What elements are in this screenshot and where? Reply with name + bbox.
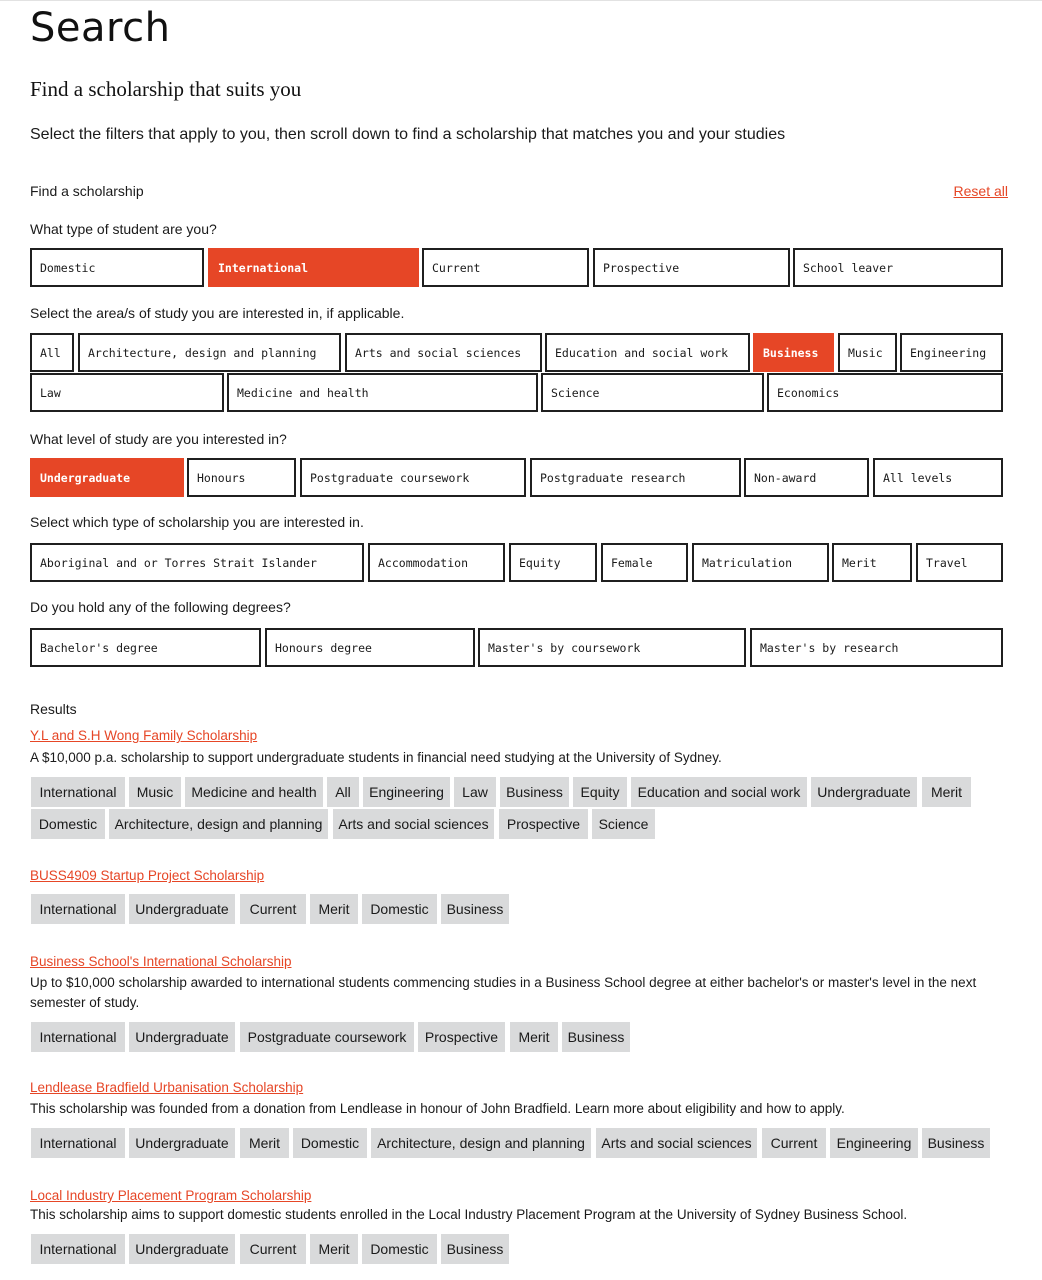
result-description: A $10,000 p.a. scholarship to support undergraduate students in financial need studying at the University of Sydney. (30, 750, 722, 765)
filter-area-music[interactable]: Music (838, 333, 897, 372)
result-tag: Law (454, 777, 496, 807)
filter-type-matriculation[interactable]: Matriculation (692, 543, 829, 582)
result-tag: Architecture, design and planning (109, 809, 328, 839)
result-tag: Domestic (31, 809, 105, 839)
result-tag: Postgraduate coursework (240, 1022, 414, 1052)
reset-all-link[interactable]: Reset all (953, 183, 1008, 199)
study-level-question: What level of study are you interested in? (30, 431, 287, 447)
result-tag: Undergraduate (129, 1128, 235, 1158)
result-tag: Business (562, 1022, 630, 1052)
result-description: This scholarship was founded from a donation from Lendlease in honour of John Bradfield. Learn more about eligibility and how to apply. (30, 1101, 845, 1116)
result-tag: Business (441, 894, 509, 924)
filter-student-prospective[interactable]: Prospective (593, 248, 790, 287)
result-tag: Merit (922, 777, 971, 807)
result-tag: Undergraduate (129, 1022, 235, 1052)
result-tag: Domestic (362, 894, 437, 924)
result-title-link[interactable]: Business School's International Scholarship (30, 954, 292, 969)
filter-area-business[interactable]: Business (753, 333, 834, 372)
result-tag: Music (129, 777, 181, 807)
result-description: semester of study. (30, 995, 140, 1010)
filter-type-merit[interactable]: Merit (832, 543, 912, 582)
filter-area-law[interactable]: Law (30, 373, 224, 412)
filter-area-medicine[interactable]: Medicine and health (227, 373, 538, 412)
filter-degree-masters-research[interactable]: Master's by research (750, 628, 1003, 667)
filter-level-undergraduate[interactable]: Undergraduate (30, 458, 184, 497)
filter-type-equity[interactable]: Equity (509, 543, 597, 582)
filter-degree-masters-coursework[interactable]: Master's by coursework (478, 628, 746, 667)
result-tag: Merit (310, 1234, 358, 1264)
result-title-link[interactable]: Local Industry Placement Program Scholarship (30, 1188, 312, 1203)
results-heading: Results (30, 701, 77, 717)
result-description: Up to $10,000 scholarship awarded to international students commencing studies in a Business School degree at either bachelor's or master's level in the next (30, 975, 977, 990)
result-tag: Science (592, 809, 655, 839)
filter-area-economics[interactable]: Economics (767, 373, 1003, 412)
result-tag: International (31, 777, 125, 807)
student-type-question: What type of student are you? (30, 221, 217, 237)
filter-area-architecture[interactable]: Architecture, design and planning (78, 333, 341, 372)
filter-student-school-leaver[interactable]: School leaver (793, 248, 1003, 287)
result-tag: Arts and social sciences (596, 1128, 757, 1158)
result-tag: International (31, 1022, 125, 1052)
result-tag: Merit (510, 1022, 558, 1052)
result-tag: Undergraduate (129, 894, 235, 924)
scholarship-type-question: Select which type of scholarship you are interested in. (30, 514, 364, 530)
filter-area-engineering[interactable]: Engineering (900, 333, 1003, 372)
filter-degree-honours[interactable]: Honours degree (265, 628, 475, 667)
result-tag: Undergraduate (129, 1234, 235, 1264)
result-tag: International (31, 894, 125, 924)
page-title: Search (30, 5, 171, 51)
filter-level-non-award[interactable]: Non-award (744, 458, 869, 497)
result-tag: Prospective (418, 1022, 505, 1052)
result-tag: All (327, 777, 359, 807)
page-subtitle: Find a scholarship that suits you (30, 77, 302, 101)
result-tag: Merit (240, 1128, 289, 1158)
filter-area-science[interactable]: Science (541, 373, 764, 412)
result-tag: International (31, 1234, 125, 1264)
filter-type-aboriginal[interactable]: Aboriginal and or Torres Strait Islander (30, 543, 364, 582)
filter-area-education[interactable]: Education and social work (545, 333, 750, 372)
result-tag: Architecture, design and planning (371, 1128, 591, 1158)
filter-student-international[interactable]: International (208, 248, 419, 287)
result-tag: Education and social work (631, 777, 807, 807)
filter-type-female[interactable]: Female (601, 543, 688, 582)
result-tag: Business (922, 1128, 990, 1158)
result-description: This scholarship aims to support domestic students enrolled in the Local Industry Placement Program at the University of Sydney Business School. (30, 1207, 908, 1222)
result-tag: Domestic (362, 1234, 437, 1264)
filter-level-pg-coursework[interactable]: Postgraduate coursework (300, 458, 526, 497)
filter-type-travel[interactable]: Travel (916, 543, 1003, 582)
intro-text: Select the filters that apply to you, then scroll down to find a scholarship that matches you and your studies (30, 126, 786, 143)
filter-student-current[interactable]: Current (422, 248, 589, 287)
filter-area-arts[interactable]: Arts and social sciences (345, 333, 542, 372)
result-tag: Medicine and health (185, 777, 323, 807)
filters-heading: Find a scholarship (30, 183, 144, 199)
result-tag: Business (441, 1234, 509, 1264)
result-tag: International (31, 1128, 125, 1158)
filter-level-pg-research[interactable]: Postgraduate research (530, 458, 741, 497)
filter-area-all[interactable]: All (30, 333, 74, 372)
result-tag: Business (500, 777, 569, 807)
degrees-question: Do you hold any of the following degrees? (30, 599, 291, 615)
result-tag: Engineering (830, 1128, 918, 1158)
result-title-link[interactable]: BUSS4909 Startup Project Scholarship (30, 868, 265, 883)
study-area-question: Select the area/s of study you are interested in, if applicable. (30, 305, 405, 321)
result-title-link[interactable]: Y.L and S.H Wong Family Scholarship (30, 728, 258, 743)
filter-level-all[interactable]: All levels (873, 458, 1003, 497)
filter-student-domestic[interactable]: Domestic (30, 248, 204, 287)
filter-degree-bachelors[interactable]: Bachelor's degree (30, 628, 261, 667)
result-title-link[interactable]: Lendlease Bradfield Urbanisation Scholarship (30, 1080, 304, 1095)
result-tag: Current (240, 894, 306, 924)
result-tag: Current (240, 1234, 306, 1264)
result-tag: Domestic (293, 1128, 367, 1158)
result-tag: Equity (573, 777, 627, 807)
result-tag: Arts and social sciences (333, 809, 494, 839)
result-tag: Current (762, 1128, 826, 1158)
filter-level-honours[interactable]: Honours (187, 458, 296, 497)
filter-type-accommodation[interactable]: Accommodation (368, 543, 505, 582)
result-tag: Merit (310, 894, 358, 924)
result-tag: Undergraduate (811, 777, 917, 807)
result-tag: Engineering (363, 777, 450, 807)
result-tag: Prospective (499, 809, 588, 839)
